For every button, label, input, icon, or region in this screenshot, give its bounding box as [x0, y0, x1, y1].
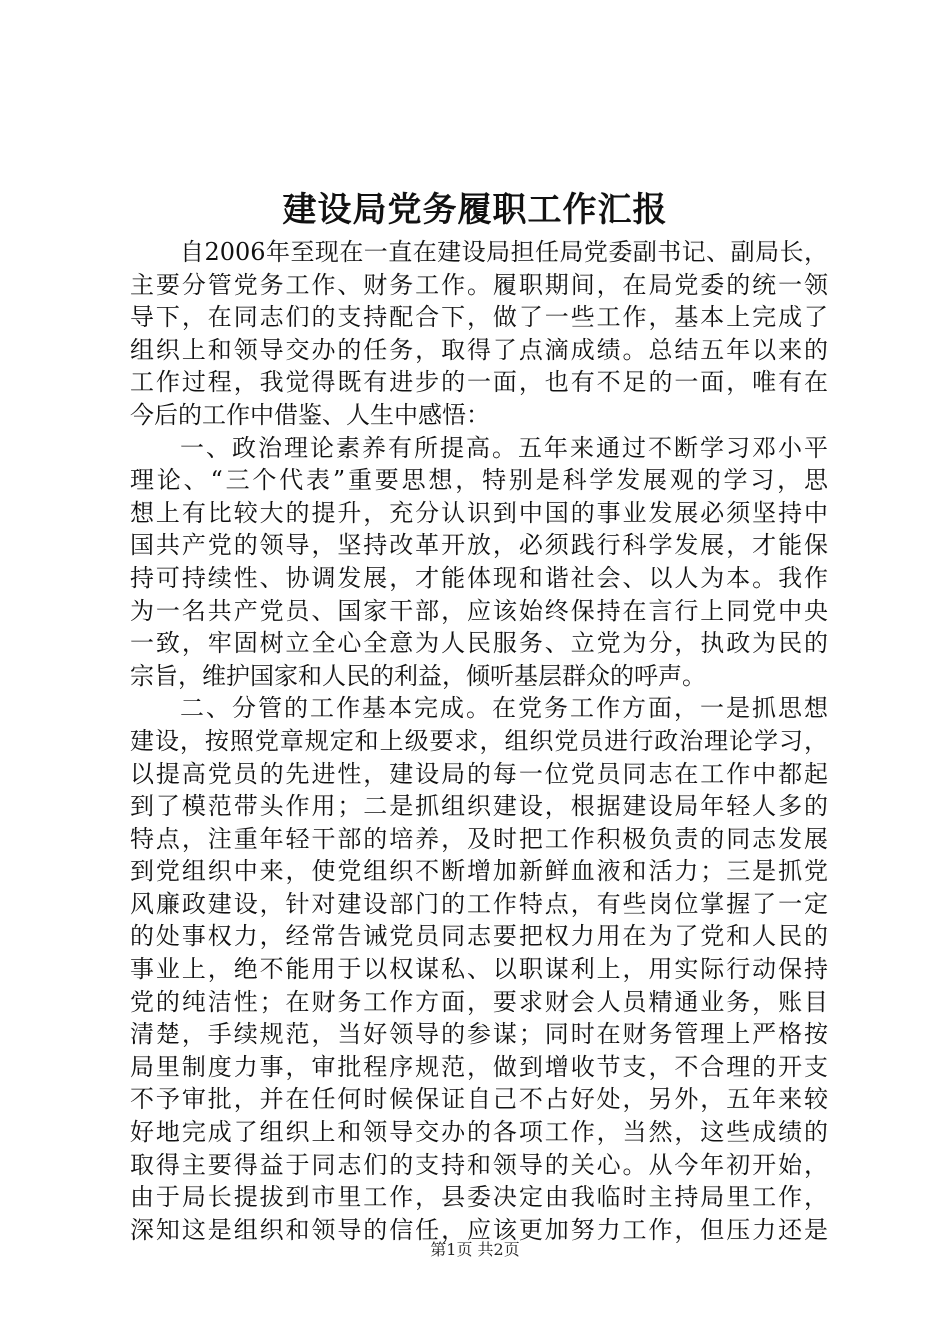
body-line: 不予审批，并在任何时候保证自己不占好处，另外，五年来较: [130, 1085, 828, 1114]
document-title: 建设局党务履职工作汇报: [282, 190, 668, 230]
body-line: 今后的工作中借鉴、人生中感悟：: [130, 400, 490, 429]
body-line: 建设，按照党章规定和上级要求，组织党员进行政治理论学习，: [130, 726, 828, 755]
body-line: 一致，牢固树立全心全意为人民服务、立党为分，执政为民的: [130, 629, 828, 658]
body-line: 党的纯洁性；在财务工作方面，要求财会人员精通业务，账目: [130, 987, 828, 1016]
body-line: 以提高党员的先进性，建设局的每一位党员同志在工作中都起: [130, 759, 828, 788]
body-line: 宗旨，维护国家和人民的利益，倾听基层群众的呼声。: [130, 661, 706, 690]
body-line: 自2006年至现在一直在建设局担任局党委副书记、副局长，: [180, 238, 828, 266]
body-line: 想上有比较大的提升，充分认识到中国的事业发展必须坚持中: [130, 498, 828, 527]
document-body: [130, 236, 828, 1246]
body-line: 风廉政建设，针对建设部门的工作特点，有些岗位掌握了一定: [130, 889, 828, 918]
body-line: 工作过程，我觉得既有进步的一面，也有不足的一面，唯有在: [130, 368, 828, 397]
body-line: 局里制度力事，审批程序规范，做到增收节支，不合理的开支: [130, 1052, 828, 1081]
body-line: 特点，注重年轻干部的培养，及时把工作积极负责的同志发展: [130, 824, 828, 853]
page-footer: 第1页 共2页: [430, 1240, 520, 1259]
body-line: 事业上，绝不能用于以权谋私、以职谋利上，用实际行动保持: [130, 955, 828, 984]
body-line: 导下，在同志们的支持配合下，做了一些工作，基本上完成了: [130, 303, 828, 332]
body-line: 主要分管党务工作、财务工作。履职期间，在局党委的统一领: [130, 270, 828, 299]
body-line: 由于局长提拔到市里工作，县委决定由我临时主持局里工作，: [130, 1183, 828, 1212]
body-line: 组织上和领导交办的任务，取得了点滴成绩。总结五年以来的: [130, 335, 828, 364]
body-line: 深知这是组织和领导的信任，应该更加努力工作，但压力还是: [130, 1215, 828, 1244]
body-line: 好地完成了组织上和领导交办的各项工作，当然，这些成绩的: [130, 1118, 828, 1147]
body-line: 为一名共产党员、国家干部，应该始终保持在言行上同党中央: [130, 596, 828, 625]
body-line: 的处事权力，经常告诫党员同志要把权力用在为了党和人民的: [130, 922, 828, 951]
body-line: 国共产党的领导，坚持改革开放，必须践行科学发展，才能保: [130, 531, 828, 560]
body-line: 一、政治理论素养有所提高。五年来通过不断学习邓小平: [180, 433, 828, 462]
body-line: 理论、“三个代表”重要思想，特别是科学发展观的学习，思: [130, 466, 828, 495]
body-line: 清楚，手续规范，当好领导的参谋；同时在财务管理上严格按: [130, 1020, 828, 1049]
body-line: 二、分管的工作基本完成。在党务工作方面，一是抓思想: [180, 694, 828, 723]
body-line: 取得主要得益于同志们的支持和领导的关心。从今年初开始，: [130, 1150, 828, 1179]
body-line: 到党组织中来，使党组织不断增加新鲜血液和活力；三是抓党: [130, 857, 828, 886]
body-line: 到了模范带头作用；二是抓组织建设，根据建设局年轻人多的: [130, 792, 828, 821]
body-line: 持可持续性、协调发展，才能体现和谐社会、以人为本。我作: [130, 563, 828, 592]
